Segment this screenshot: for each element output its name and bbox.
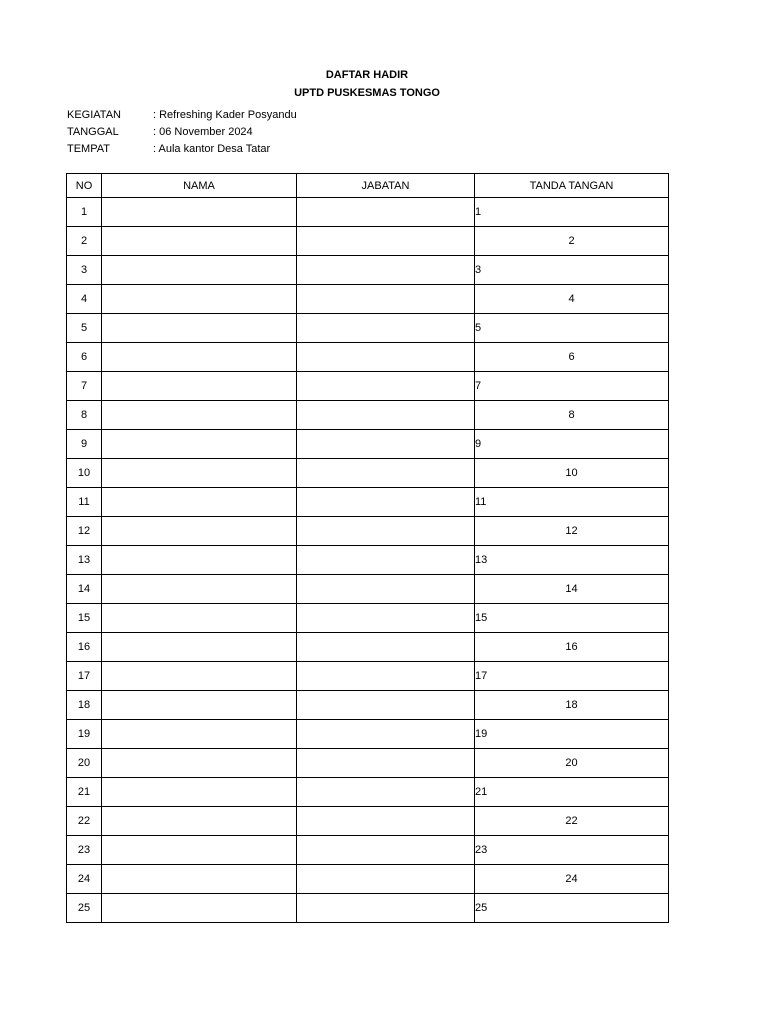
jabatan-cell[interactable] xyxy=(297,285,475,314)
signature-cell[interactable]: 22 xyxy=(475,807,669,836)
nama-cell[interactable] xyxy=(102,894,297,923)
row-number: 8 xyxy=(67,401,102,430)
table-body xyxy=(67,198,669,923)
row-number: 5 xyxy=(67,314,102,343)
header-tanda-tangan: TANDA TANGAN xyxy=(475,174,669,198)
nama-cell[interactable] xyxy=(102,401,297,430)
nama-cell[interactable] xyxy=(102,227,297,256)
signature-cell[interactable]: 16 xyxy=(475,633,669,662)
kegiatan-value: : Refreshing Kader Posyandu xyxy=(153,109,297,121)
row-number: 15 xyxy=(67,604,102,633)
row-number: 25 xyxy=(67,894,102,923)
nama-cell[interactable] xyxy=(102,198,297,227)
row-number: 11 xyxy=(67,488,102,517)
signature-cell[interactable]: 18 xyxy=(475,691,669,720)
jabatan-cell[interactable] xyxy=(297,633,475,662)
jabatan-cell[interactable] xyxy=(297,459,475,488)
row-number: 6 xyxy=(67,343,102,372)
signature-cell[interactable]: 11 xyxy=(475,488,669,517)
table-row xyxy=(67,546,669,575)
signature-cell[interactable]: 10 xyxy=(475,459,669,488)
signature-cell[interactable]: 6 xyxy=(475,343,669,372)
jabatan-cell[interactable] xyxy=(297,517,475,546)
row-number: 4 xyxy=(67,285,102,314)
jabatan-cell[interactable] xyxy=(297,372,475,401)
kegiatan-label: KEGIATAN xyxy=(67,109,121,121)
row-number: 13 xyxy=(67,546,102,575)
jabatan-cell[interactable] xyxy=(297,720,475,749)
tempat-label: TEMPAT xyxy=(67,143,110,155)
signature-cell[interactable]: 20 xyxy=(475,749,669,778)
table-row xyxy=(67,778,669,807)
jabatan-cell[interactable] xyxy=(297,778,475,807)
nama-cell[interactable] xyxy=(102,720,297,749)
table-row xyxy=(67,430,669,459)
table-row xyxy=(67,894,669,923)
table-row xyxy=(67,720,669,749)
table-header-row xyxy=(67,174,669,198)
signature-cell[interactable]: 13 xyxy=(475,546,669,575)
row-number: 24 xyxy=(67,865,102,894)
nama-cell[interactable] xyxy=(102,604,297,633)
jabatan-cell[interactable] xyxy=(297,807,475,836)
table-row xyxy=(67,256,669,285)
tanggal-value: : 06 November 2024 xyxy=(153,126,253,138)
nama-cell[interactable] xyxy=(102,343,297,372)
nama-cell[interactable] xyxy=(102,430,297,459)
row-number: 16 xyxy=(67,633,102,662)
signature-cell[interactable]: 14 xyxy=(475,575,669,604)
signature-cell[interactable]: 21 xyxy=(475,778,669,807)
table-row xyxy=(67,198,669,227)
table-row xyxy=(67,372,669,401)
jabatan-cell[interactable] xyxy=(297,430,475,459)
signature-cell[interactable]: 4 xyxy=(475,285,669,314)
table-row xyxy=(67,575,669,604)
signature-cell[interactable]: 3 xyxy=(475,256,669,285)
row-number: 22 xyxy=(67,807,102,836)
signature-cell[interactable]: 7 xyxy=(475,372,669,401)
row-number: 19 xyxy=(67,720,102,749)
row-number: 20 xyxy=(67,749,102,778)
table-row xyxy=(67,865,669,894)
signature-cell[interactable]: 8 xyxy=(475,401,669,430)
row-number: 23 xyxy=(67,836,102,865)
tanggal-label: TANGGAL xyxy=(67,126,119,138)
table-row xyxy=(67,836,669,865)
jabatan-cell[interactable] xyxy=(297,894,475,923)
tempat-value: : Aula kantor Desa Tatar xyxy=(153,143,271,155)
row-number: 1 xyxy=(67,198,102,227)
header-nama: NAMA xyxy=(102,174,297,198)
row-number: 14 xyxy=(67,575,102,604)
jabatan-cell[interactable] xyxy=(297,198,475,227)
document-subtitle: UPTD PUSKESMAS TONGO xyxy=(294,87,440,99)
jabatan-cell[interactable] xyxy=(297,488,475,517)
table-row xyxy=(67,517,669,546)
row-number: 18 xyxy=(67,691,102,720)
nama-cell[interactable] xyxy=(102,749,297,778)
nama-cell[interactable] xyxy=(102,285,297,314)
jabatan-cell[interactable] xyxy=(297,227,475,256)
document-title: DAFTAR HADIR xyxy=(325,69,409,81)
signature-cell[interactable]: 24 xyxy=(475,865,669,894)
signature-cell[interactable]: 23 xyxy=(475,836,669,865)
nama-cell[interactable] xyxy=(102,778,297,807)
attendance-table xyxy=(66,173,669,923)
table-row xyxy=(67,807,669,836)
signature-cell[interactable]: 19 xyxy=(475,720,669,749)
info-row-tanggal xyxy=(67,126,253,139)
table-row xyxy=(67,285,669,314)
header-no: NO xyxy=(67,174,102,198)
table-row xyxy=(67,343,669,372)
row-number: 3 xyxy=(67,256,102,285)
nama-cell[interactable] xyxy=(102,633,297,662)
nama-cell[interactable] xyxy=(102,256,297,285)
row-number: 10 xyxy=(67,459,102,488)
table-row xyxy=(67,604,669,633)
jabatan-cell[interactable] xyxy=(297,662,475,691)
table-row xyxy=(67,401,669,430)
signature-cell[interactable]: 9 xyxy=(475,430,669,459)
jabatan-cell[interactable] xyxy=(297,314,475,343)
table-row xyxy=(67,662,669,691)
jabatan-cell[interactable] xyxy=(297,401,475,430)
row-number: 7 xyxy=(67,372,102,401)
signature-cell[interactable]: 25 xyxy=(475,894,669,923)
nama-cell[interactable] xyxy=(102,807,297,836)
table-row xyxy=(67,314,669,343)
nama-cell[interactable] xyxy=(102,459,297,488)
nama-cell[interactable] xyxy=(102,372,297,401)
table-row xyxy=(67,691,669,720)
nama-cell[interactable] xyxy=(102,836,297,865)
table-row xyxy=(67,633,669,662)
table-row xyxy=(67,459,669,488)
nama-cell[interactable] xyxy=(102,488,297,517)
jabatan-cell[interactable] xyxy=(297,836,475,865)
row-number: 12 xyxy=(67,517,102,546)
signature-cell[interactable]: 2 xyxy=(475,227,669,256)
jabatan-cell[interactable] xyxy=(297,546,475,575)
row-number: 2 xyxy=(67,227,102,256)
row-number: 9 xyxy=(67,430,102,459)
signature-cell[interactable]: 17 xyxy=(475,662,669,691)
jabatan-cell[interactable] xyxy=(297,865,475,894)
jabatan-cell[interactable] xyxy=(297,749,475,778)
jabatan-cell[interactable] xyxy=(297,343,475,372)
row-number: 17 xyxy=(67,662,102,691)
table-row xyxy=(67,227,669,256)
nama-cell[interactable] xyxy=(102,691,297,720)
jabatan-cell[interactable] xyxy=(297,604,475,633)
nama-cell[interactable] xyxy=(102,575,297,604)
signature-cell[interactable]: 12 xyxy=(475,517,669,546)
jabatan-cell[interactable] xyxy=(297,691,475,720)
nama-cell[interactable] xyxy=(102,662,297,691)
jabatan-cell[interactable] xyxy=(297,256,475,285)
nama-cell[interactable] xyxy=(102,865,297,894)
nama-cell[interactable] xyxy=(102,546,297,575)
signature-cell[interactable]: 15 xyxy=(475,604,669,633)
nama-cell[interactable] xyxy=(102,314,297,343)
jabatan-cell[interactable] xyxy=(297,575,475,604)
nama-cell[interactable] xyxy=(102,517,297,546)
info-row-kegiatan xyxy=(67,109,297,122)
row-number: 21 xyxy=(67,778,102,807)
header-jabatan: JABATAN xyxy=(297,174,475,198)
signature-cell[interactable]: 1 xyxy=(475,198,669,227)
signature-cell[interactable]: 5 xyxy=(475,314,669,343)
table-row xyxy=(67,749,669,778)
info-row-tempat xyxy=(67,143,270,156)
table-row xyxy=(67,488,669,517)
